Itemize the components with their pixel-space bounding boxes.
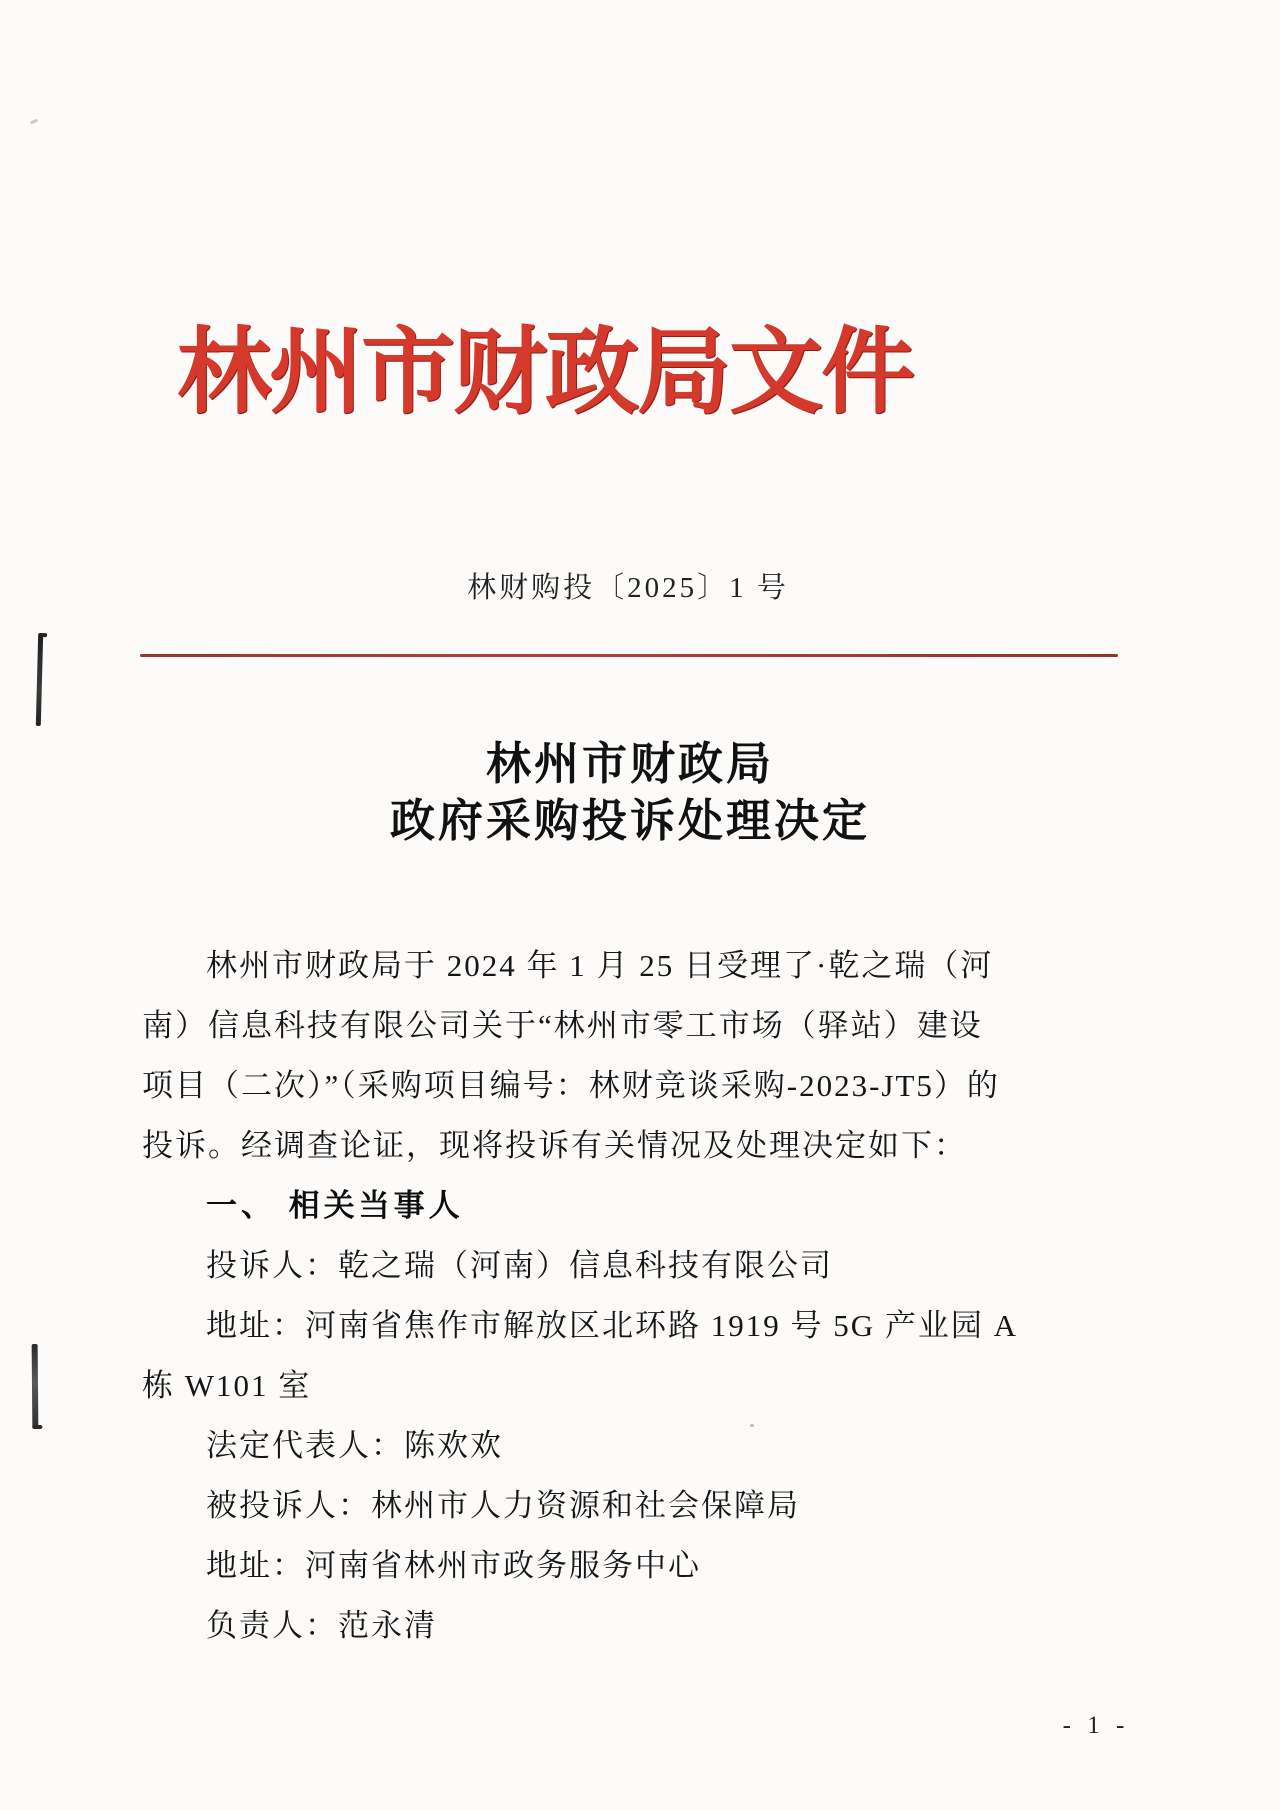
document-title-line2: 政府采购投诉处理决定	[389, 796, 870, 846]
body-line: 投诉人：乾之瑞（河南）信息科技有限公司	[206, 1248, 833, 1283]
body-line: 地址：河南省焦作市解放区北环路 1919 号 5G 产业园 A	[206, 1308, 1019, 1343]
body-line: 投诉。经调查论证，现将投诉有关情况及处理决定如下：	[142, 1128, 967, 1163]
section-heading: 一、 相关当事人	[206, 1188, 464, 1223]
document-title-line1: 林州市财政局	[485, 739, 774, 789]
body-line: 负责人：范永清	[206, 1608, 437, 1643]
letterhead-title: 林州市财政局文件	[176, 321, 913, 425]
body-line: 地址：河南省林州市政务服务中心	[206, 1548, 701, 1583]
body-line: 南）信息科技有限公司关于“林州市零工市场（驿站）建设	[142, 1008, 983, 1043]
document-title	[0, 736, 1270, 850]
binding-mark	[32, 1344, 39, 1429]
body-line: 被投诉人：林州市人力资源和社会保障局	[206, 1488, 800, 1523]
doc-number: 林财购投〔2025〕1 号	[467, 572, 789, 604]
red-separator-line	[140, 654, 1118, 657]
body-line: 项目（二次）”（采购项目编号：林财竞谈采购-2023-JT5）的	[142, 1068, 1000, 1103]
page-number: - 1 -	[1062, 1712, 1130, 1739]
binding-mark	[36, 633, 43, 726]
document-body	[142, 936, 1019, 1656]
scan-artifact-dash	[30, 118, 39, 124]
body-line: 法定代表人：陈欢欢	[206, 1428, 503, 1463]
body-line: 栋 W101 室	[142, 1368, 312, 1403]
body-line: 林州市财政局于 2024 年 1 月 25 日受理了·乾之瑞（河	[206, 948, 994, 983]
